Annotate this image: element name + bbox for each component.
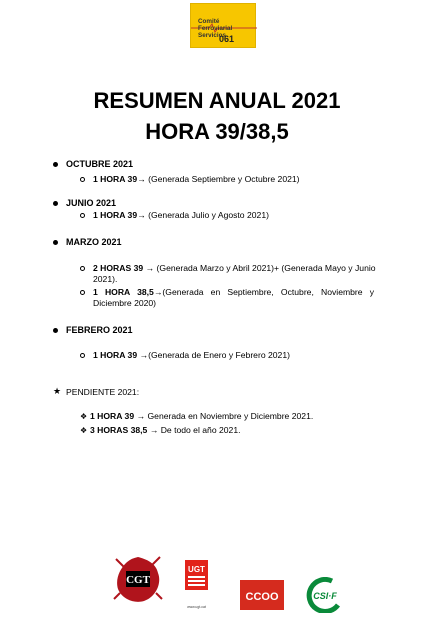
item-text: → (Generada Septiembre y Octubre 2021) [137, 174, 300, 184]
circle-bullet-icon [80, 266, 85, 271]
star-icon: ★ [53, 386, 62, 396]
hours-label: 1 HORA 39 [93, 210, 138, 220]
item-text: →(Generada de Enero y Febrero 2021) [137, 350, 290, 360]
circle-bullet-icon [80, 177, 85, 182]
circle-bullet-icon [80, 290, 85, 295]
circle-bullet-icon [80, 353, 85, 358]
bullet-icon [53, 328, 58, 333]
hours-label: 1 HORA 38,5 [93, 287, 154, 297]
ccoo-logo [240, 580, 284, 610]
bullet-icon [53, 162, 58, 167]
item-text: → De todo el año 2021. [147, 425, 241, 435]
csif-logo-text: CSI·F [313, 591, 337, 601]
hours-label: 1 HORA 39 [93, 350, 138, 360]
section-label: FEBRERO 2021 [66, 325, 133, 335]
item-text: → (Generada Marzo y Abril 2021)+ (Generada Mayo y Junio [143, 263, 376, 273]
item-text: →(Generada en Septiembre, Octubre, Noviembre y [153, 287, 375, 297]
section-label: JUNIO 2021 [66, 198, 117, 208]
ccoo-logo-text: CCOO [245, 591, 279, 603]
section-label: PENDIENTE 2021: [66, 387, 140, 397]
diamond-bullet-icon: ❖ [80, 412, 88, 421]
item-text: → Generada en Noviembre y Diciembre 2021. [134, 411, 314, 421]
section-label: MARZO 2021 [66, 237, 122, 247]
document-title: RESUMEN ANUAL 2021 [93, 88, 341, 113]
cgt-logo [112, 553, 164, 605]
logo-number: 061 [219, 34, 235, 44]
ugt-logo-text: UGT [188, 565, 205, 574]
bullet-icon [53, 201, 58, 206]
circle-bullet-icon [80, 213, 85, 218]
document-subtitle: HORA 39/38,5 [145, 119, 289, 144]
item-text: 2021). [93, 274, 118, 284]
ugt-logo [184, 560, 209, 610]
ugt-logo-url: www.ugt.cat [187, 605, 206, 609]
hours-label: 3 HORAS 38,5 [90, 425, 148, 435]
csif-logo [302, 577, 346, 613]
diamond-bullet-icon: ❖ [80, 426, 88, 435]
committee-logo [190, 3, 256, 48]
bullet-icon [53, 240, 58, 245]
item-text: → (Generada Julio y Agosto 2021) [137, 210, 269, 220]
cgt-logo-text: CGT [126, 574, 150, 586]
hours-label: 2 HORAS 39 [93, 263, 144, 273]
logo-line2: Ferroviarial Servicios [198, 25, 233, 39]
logo-line1: Comité [198, 18, 220, 25]
item-text: Diciembre 2020) [93, 298, 157, 308]
section-label: OCTUBRE 2021 [66, 159, 134, 169]
hours-label: 1 HORA 39 [93, 174, 138, 184]
hours-label: 1 HORA 39 [90, 411, 135, 421]
